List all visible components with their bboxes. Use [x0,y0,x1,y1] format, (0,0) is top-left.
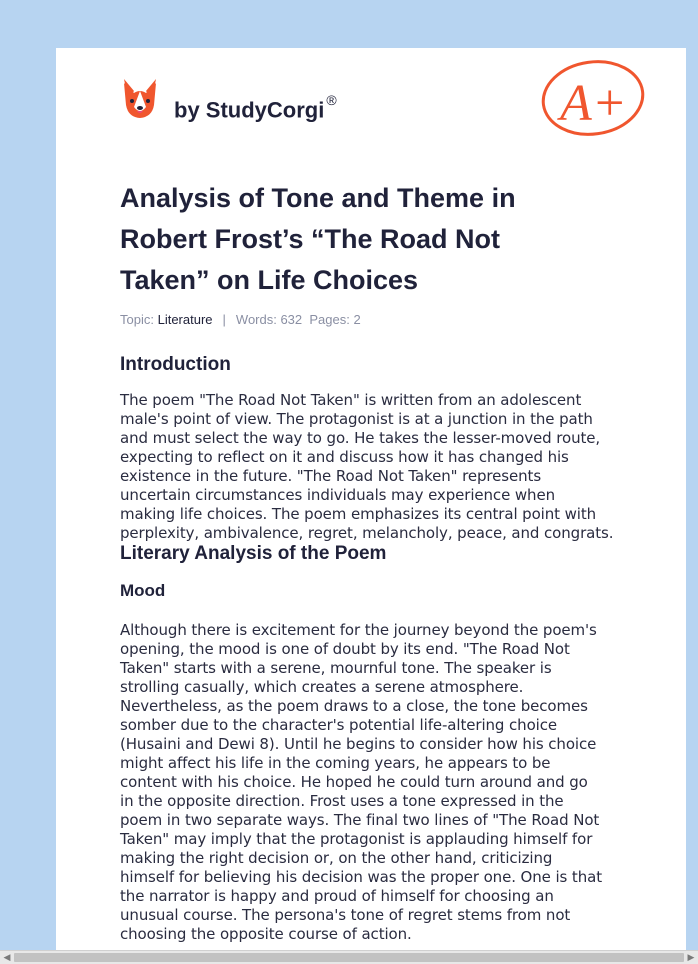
paragraph-line: Taken" starts with a serene, mournful tone. The speaker is [120,659,552,677]
meta-separator: | [222,312,226,327]
paragraph-line: poem in two separate ways. The final two lines of "The Road Not [120,811,600,829]
studycorgi-logo[interactable] [120,76,160,122]
grade-letter: A+ [560,75,627,132]
paragraph-line: somber due to the character's potential life-altering choice [120,716,557,734]
introduction-heading: Introduction [120,354,231,375]
brand-name[interactable] [174,92,337,123]
scrollbar-thumb[interactable] [14,953,684,962]
document-page [56,48,686,950]
paragraph-line: expecting to reflect on it and discuss how it has changed his [120,448,569,466]
article-meta [120,312,361,327]
topic-label: Topic: [120,312,154,327]
paragraph-line: The poem "The Road Not Taken" is written from an adolescent [120,391,582,409]
topic-link[interactable]: Literature [157,312,213,327]
paragraph-line: content with his choice. He hoped he could turn around and go [120,773,588,791]
scroll-left-arrow-icon[interactable]: ◀ [3,953,11,963]
mood-paragraph [120,621,632,944]
brand-text: by StudyCorgi [174,97,325,123]
paragraph-line: opening, the mood is one of doubt by its end. "The Road Not [120,640,570,658]
paragraph-line: perplexity, ambivalence, regret, melancholy, peace, and congrats. [120,524,614,542]
paragraph-line: Nevertheless, as the poem draws to a close, the tone becomes [120,697,588,715]
corgi-icon [120,77,160,121]
paragraph-line: male's point of view. The protagonist is at a junction in the path [120,410,593,428]
paragraph-line: the narrator is happy and proud of himself for choosing an [120,887,554,905]
paragraph-line: himself for believing his decision was the proper one. One is that [120,868,602,886]
paragraph-line: making life choices. The poem emphasizes its central point with [120,505,597,523]
mood-heading: Mood [120,581,166,600]
scroll-right-arrow-icon[interactable]: ▶ [687,953,695,963]
article-title: Analysis of Tone and Theme in Robert Frost’s “The Road Not Taken” on Life Choices [120,183,516,295]
a-plus-grade-badge [538,58,648,140]
paragraph-line: Although there is excitement for the journey beyond the poem's [120,621,597,639]
registered-mark: ® [326,92,337,108]
page-count: Pages: 2 [309,312,361,327]
literary-analysis-heading: Literary Analysis of the Poem [120,543,387,564]
paragraph-line: Taken" may imply that the protagonist is applauding himself for [120,830,593,848]
paragraph-line: existence in the future. "The Road Not Taken" represents [120,467,542,485]
introduction-paragraph [120,391,632,543]
word-count: Words: 632 [235,312,303,327]
paragraph-line: in the opposite direction. Frost uses a tone expressed in the [120,792,564,810]
paragraph-line: might affect his life in the coming years, he appears to be [120,754,551,772]
paragraph-line: uncertain circumstances individuals may experience when [120,486,555,504]
paragraph-line: choosing the opposite course of action. [120,925,412,943]
horizontal-scrollbar[interactable] [0,950,698,964]
paragraph-line: and must select the way to go. He takes the lesser-moved route, [120,429,601,447]
paragraph-line: unusual course. The persona's tone of regret stems from not [120,906,571,924]
paragraph-line: (Husaini and Dewi 8). Until he begins to consider how his choice [120,735,597,753]
paragraph-line: making the right decision or, on the other hand, criticizing [120,849,553,867]
paragraph-line: strolling casually, which creates a serene atmosphere. [120,678,524,696]
